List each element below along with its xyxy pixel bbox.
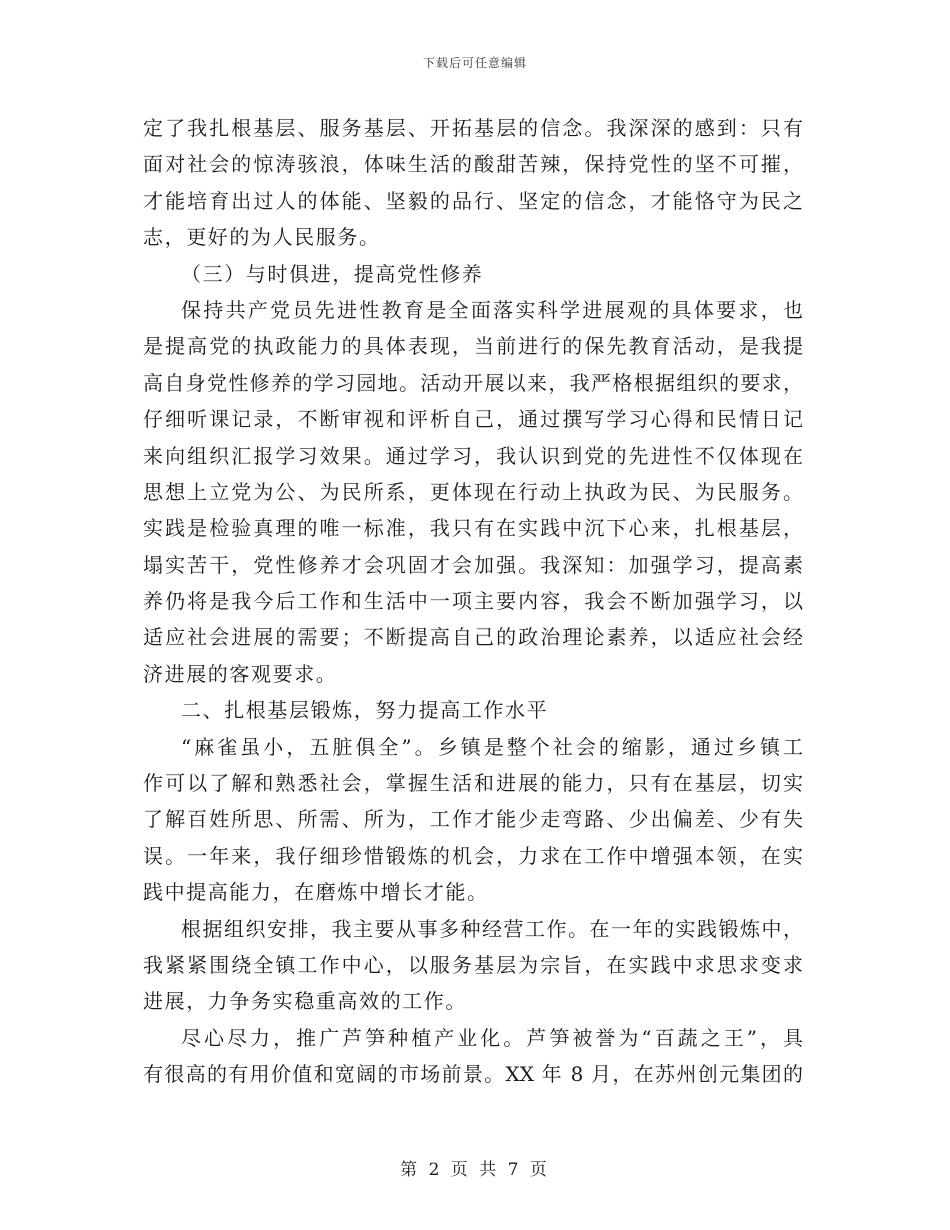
text-line: 塌实苦干，党性修养才会巩固才会加强。我深知：加强学习，提高素 [143,552,803,577]
text-line: 根据组织安排，我主要从事多种经营工作。在一年的实践锻炼中， [181,916,803,941]
text-line: “麻雀虽小，五脏俱全”。乡镇是整个社会的缩影，通过乡镇工 [181,734,803,759]
text-line: 我紧紧围绕全镇工作中心，以服务基层为宗旨，在实践中求思求变求 [143,952,803,977]
text-line: 高自身党性修养的学习园地。活动开展以来，我严格根据组织的要求， [143,370,803,395]
text-line: 济进展的客观要求。 [143,661,338,686]
text-line: 养仍将是我今后工作和生活中一项主要内容，我会不断加强学习，以 [143,589,803,614]
text-line: 有很高的有用价值和宽阔的市场前景。XX 年 8 月，在苏州创元集团的 [143,1062,803,1087]
text-line: 了解百姓所思、所需、所为，工作才能少走弯路、少出偏差、少有失 [143,807,803,832]
document-body [143,110,803,1093]
text-line: 来向组织汇报学习效果。通过学习，我认识到党的先进性不仅体现在 [143,443,803,468]
text-line: 保持共产党员先进性教育是全面落实科学进展观的具体要求，也 [181,297,803,322]
text-line: 践中提高能力，在磨炼中增长才能。 [143,880,489,905]
page-header: 下载后可任意编辑 [422,56,527,70]
text-line: 误。一年来，我仔细珍惜锻炼的机会，力求在工作中增强本领，在实 [143,843,803,868]
text-line: 作可以了解和熟悉社会，掌握生活和进展的能力，只有在基层，切实 [143,771,803,796]
text-line: 进展，力争务实稳重高效的工作。 [143,989,467,1014]
text-line: 才能培育出过人的体能、坚毅的品行、坚定的信念，才能恪守为民之 [143,188,803,213]
text-line: 面对社会的惊涛骇浪，体味生活的酸甜苦辣，保持党性的坚不可摧， [143,152,803,177]
text-line: 思想上立党为公、为民所系，更体现在行动上执政为民、为民服务。 [143,479,803,504]
text-line: （三）与时俱进，提高党性修养 [181,261,484,286]
text-line: 实践是检验真理的唯一标准，我只有在实践中沉下心来，扎根基层， [143,516,803,541]
text-line: 尽心尽力，推广芦笋种植产业化。芦笋被誉为“百蔬之王”，具 [181,1025,803,1050]
text-line: 适应社会进展的需要；不断提高自己的政治理论素养，以适应社会经 [143,625,803,650]
text-line: 志，更好的为人民服务。 [143,225,381,250]
text-line: 仔细听课记录，不断审视和评析自己，通过撰写学习心得和民情日记 [143,407,803,432]
text-line: 是提高党的执政能力的具体表现，当前进行的保先教育活动，是我提 [143,334,803,359]
page-number: 第 2 页 共 7 页 [400,1160,550,1180]
text-line: 二、扎根基层锻炼，努力提高工作水平 [181,698,549,723]
text-line: 定了我扎根基层、服务基层、开拓基层的信念。我深深的感到：只有 [143,116,803,140]
